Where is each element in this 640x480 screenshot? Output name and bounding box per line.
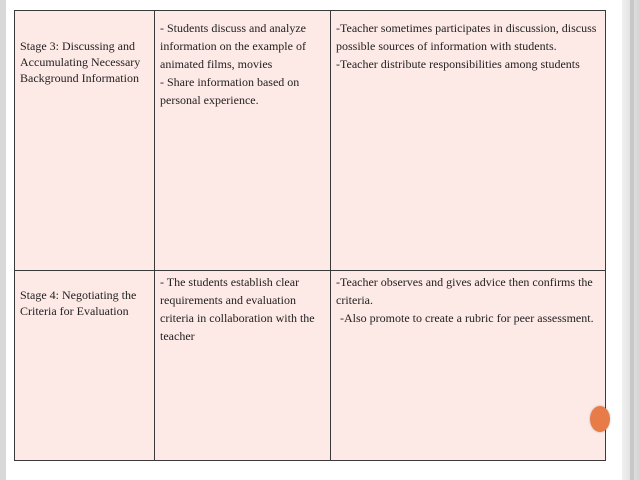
table-row (15, 11, 606, 271)
student-activities-cell (155, 271, 331, 461)
teacher-activities-cell (331, 11, 606, 271)
teacher-activity: -Teacher sometimes participates in discussion, discuss possible sources of information with students. (336, 21, 597, 53)
stages-table (14, 10, 606, 461)
student-activity: - Share information based on personal experience. (160, 75, 300, 107)
student-activity: - Students discuss and analyze information on the example of animated films, movies (160, 21, 306, 71)
stage-label: Stage 4: Negotiating the Criteria for Evaluation (20, 288, 137, 318)
teacher-activities-cell (331, 271, 606, 461)
teacher-activity: -Teacher observes and gives advice then confirms the criteria. (336, 275, 593, 307)
accent-circle-icon (590, 406, 610, 432)
table-row (15, 271, 606, 461)
right-border-inner-line (630, 0, 634, 480)
student-activity: - The students establish clear requirements and evaluation criteria in collaboration with the teacher (160, 275, 315, 343)
student-activities-cell (155, 11, 331, 271)
teacher-activity: -Also promote to create a rubric for peer assessment. (340, 311, 594, 325)
left-border-stripe (0, 0, 6, 480)
stage-cell (15, 11, 155, 271)
teacher-activity: -Teacher distribute responsibilities among students (336, 57, 580, 71)
stage-cell (15, 271, 155, 461)
stage-label: Stage 3: Discussing and Accumulating Necessary Background Information (20, 39, 141, 85)
right-border-stripe (622, 0, 640, 480)
